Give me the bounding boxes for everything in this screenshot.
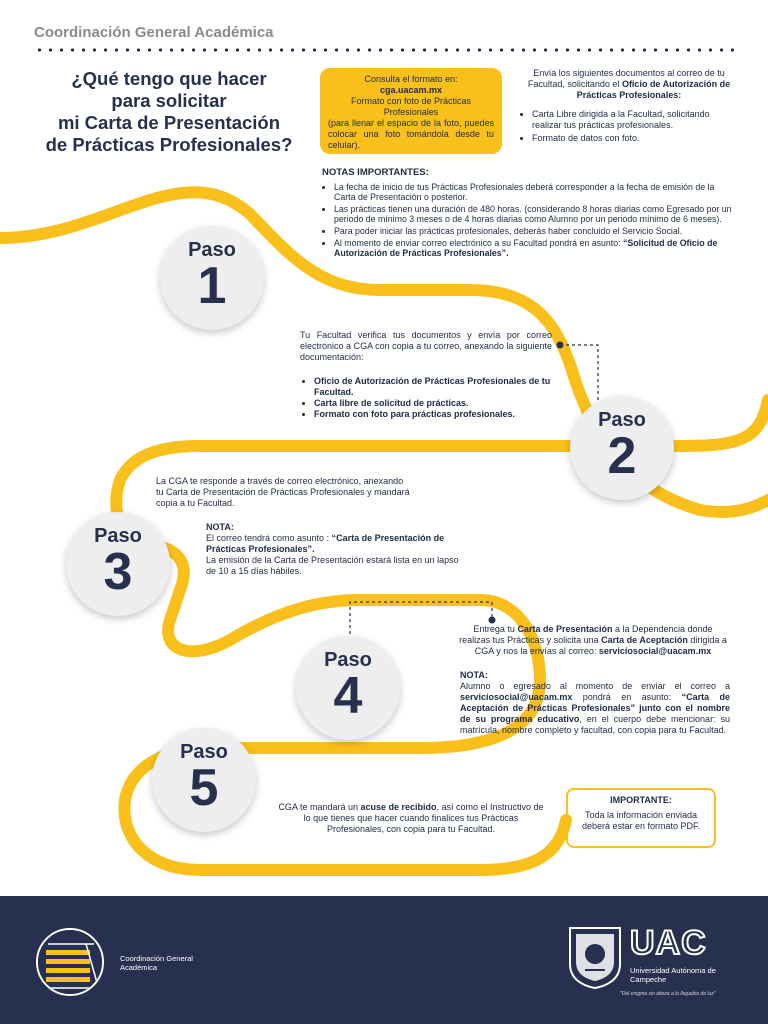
connector-dot <box>557 342 564 349</box>
step-5-description: CGA te mandará un acuse de recibido, así como el Instructivo de lo que tienes que hacer cuando finalices tus Prácticas Profesionales, con copia para tu Facultad. <box>278 802 544 834</box>
step-4-circle: Paso 4 <box>296 636 400 740</box>
format-info-box: Consulta el formato en: cga.uacam.mx Formato con foto de Prácticas Profesionales (para llenar el espacio de la foto, puedes colocar una foto tomándola desde tu celular). <box>320 68 502 154</box>
intro-section: Envía los siguientes documentos al correo de tu Facultad, solicitando el Oficio de Autorización de Prácticas Profesionales: • Carta Libre dirigida a la Facultad, solicitando realizar tus prácticas profesionales. • Formato de datos con foto. <box>522 68 736 146</box>
important-box: IMPORTANTE: Toda la información enviada deberá estar en formato PDF. <box>566 788 716 848</box>
main-title: ¿Qué tengo que hacer para solicitar mi Carta de Presentación de Prácticas Profesionales? <box>45 68 293 155</box>
step-2-circle: Paso 2 <box>570 396 674 500</box>
cga-logo-icon <box>36 928 104 996</box>
step-3-note: NOTA: El correo tendrá como asunto : “Carta de Presentación de Prácticas Profesionales”. La emisión de la Carta de Presentación estará lista en un lapso de 10 a 15 días hábiles. <box>206 522 459 576</box>
list-item: • Carta Libre dirigida a la Facultad, solicitando realizar tus prácticas profesionales. <box>532 109 736 131</box>
list-item: • Oficio de Autorización de Prácticas Profesionales de tu Facultad. <box>314 376 554 398</box>
step-3-description: La CGA te responde a través de correo electrónico, anexando tu Carta de Presentación de Prácticas Profesionales y mandará copia a tu Facultad. <box>156 476 410 508</box>
step-3-circle: Paso 3 <box>66 512 170 616</box>
step-4-note: NOTA: Alumno o egresado al momento de enviar el correo a serviciosocial@uacam.mx pondrá en asunto: “Carta de Aceptación de Prácticas Profesionales” junto con el nombre de su programa educativo, en el cuerpo debe mencionar: su matrícula, nombre completo y facultad, con copia para tu Facultad. <box>460 670 731 735</box>
university-motto: "Del enigma sin alteza a lo llegados de luz" <box>620 991 716 997</box>
footer-org-name: Coordinación General Académica <box>120 954 193 972</box>
list-item: • Al momento de enviar correo electrónico a su Facultad pondrá en asunto: “Solicitud de Oficio de Autorización de Prácticas Profesionales”. <box>334 238 736 259</box>
university-name: Universidad Autónoma de Campeche <box>630 966 716 984</box>
list-item: • Formato con foto para prácticas profesionales. <box>314 409 554 420</box>
email-link[interactable]: serviciosocial@uacam.mx <box>598 646 712 656</box>
list-item: • La fecha de inicio de tus Prácticas Profesionales deberá corresponder a la fecha de emisión de la Carta de Presentación o posterior. <box>334 182 736 203</box>
list-item: • Formato de datos con foto. <box>532 133 736 144</box>
step-1-circle: Paso 1 <box>160 226 264 330</box>
format-site-link[interactable]: cga.uacam.mx <box>379 85 443 95</box>
step-4-description: Entrega tu Carta de Presentación a la Dependencia donde realizas tus Prácticas y solicita una Carta de Aceptación dirigida a CGA y nos la envías al correo: serviciosocial@uacam.mx <box>459 624 727 656</box>
step-5-circle: Paso 5 <box>152 728 256 832</box>
email-link[interactable]: serviciosocial@uacam.mx <box>460 692 573 702</box>
connector-dot <box>489 617 496 624</box>
university-seal-icon <box>566 924 624 990</box>
step-2-description: Tu Facultad verifica tus documentos y envía por correo electrónico a CGA con copia a tu correo, anexando la siguiente documentación: <box>300 330 552 362</box>
important-notes: NOTAS IMPORTANTES: • La fecha de inicio de tus Prácticas Profesionales deberá corresponder a la fecha de emisión de la Carta de Presentación o posterior. • Las prácticas tienen una duración de 480 horas. (considerando 8 horas diarias como Egresado por un periodo de mínimo 3 meses o de 4 horas diarias como Alumno por un periodo mínimo de 6 meses). • Para poder iniciar las prácticas profesionales, deberás haber concluido el Servicio Social. • Al momento de enviar correo electrónico a su Facultad pondrá en asunto: “Solicitud de Oficio de Autorización de Prácticas Profesionales”. <box>322 168 736 260</box>
header-title: Coordinación General Académica <box>34 24 274 41</box>
step-2-documents <box>302 376 554 420</box>
list-item: • Carta libre de solicitud de prácticas. <box>314 398 554 409</box>
list-item: • Las prácticas tienen una duración de 480 horas. (considerando 8 horas diarias como Egresado por un periodo de mínimo 3 meses o de 4 horas diarias como Alumno por un periodo mínimo de 6 meses). <box>334 204 736 225</box>
footer <box>0 896 768 1024</box>
list-item: • Para poder iniciar las prácticas profesionales, deberás haber concluido el Servicio Social. <box>334 226 736 237</box>
uac-logo: UAC <box>630 924 707 962</box>
